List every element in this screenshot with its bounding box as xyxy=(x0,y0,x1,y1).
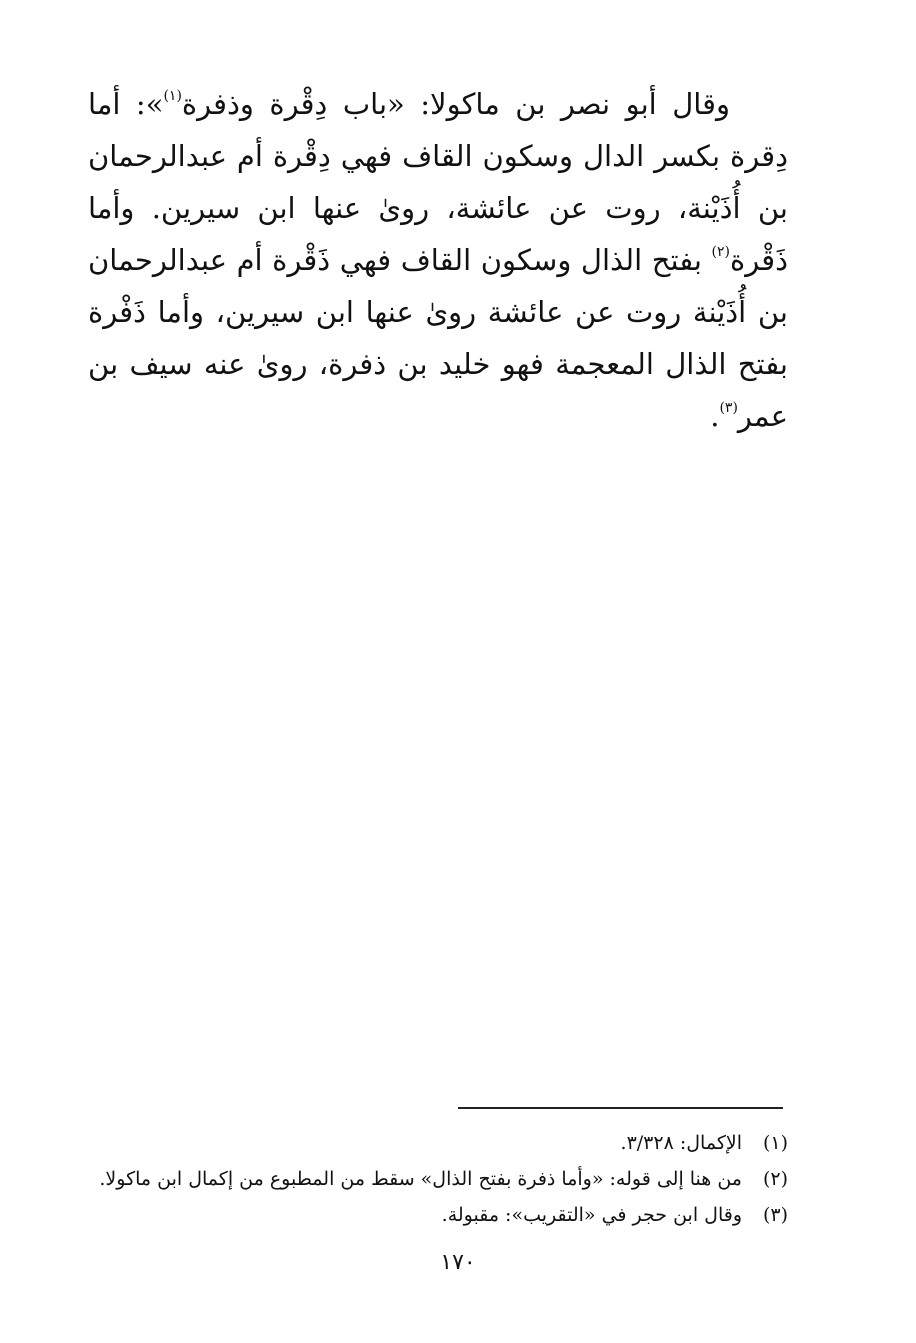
footnote-separator xyxy=(458,1107,783,1109)
text-segment-1: وقال أبو نصر بن ماكولا: «باب دِقْرة وذفرة xyxy=(181,87,730,121)
footnote-1 xyxy=(100,1125,788,1161)
footnote-2 xyxy=(100,1161,788,1197)
text-segment-2: »: أما دِقرة بكسر الدال وسكون القاف فهي دِقْرة أم عبدالرحمان بن أُذَيْنة، روت عن عائشة، روىٰ عنها ابن سيرين. وأما ذَقْرة xyxy=(88,87,788,277)
footnote-text: الإكمال: ٣/٣٢٨. xyxy=(620,1132,742,1154)
footnote-text: من هنا إلى قوله: «وأما ذفرة بفتح الذال» سقط من المطبوع من إكمال ابن ماكولا. xyxy=(99,1168,742,1190)
paragraph xyxy=(88,78,788,442)
footnote-number: (٢) xyxy=(762,1168,788,1190)
footnotes xyxy=(100,1125,788,1233)
page-number: ١٧٠ xyxy=(440,1250,476,1275)
footnote-ref-2: (٢) xyxy=(711,244,731,260)
main-paragraph xyxy=(88,78,788,442)
footnote-text: وقال ابن حجر في «التقريب»: مقبولة. xyxy=(441,1204,742,1226)
footnote-number: (١) xyxy=(762,1132,788,1154)
footnote-3 xyxy=(100,1197,788,1233)
text-segment-3: بفتح الذال وسكون القاف فهي ذَقْرة أم عبدالرحمان بن أُذَيْنة روت عن عائشة روىٰ عنها ابن سيرين، وأما ذَفْرة بفتح الذال المعجمة فهو خليد بن ذفرة، روىٰ عنه سيف بن عمر xyxy=(88,243,788,433)
footnote-ref-3: (٣) xyxy=(719,400,738,416)
footnote-number: (٣) xyxy=(762,1204,788,1226)
footnote-ref-1: (١) xyxy=(163,88,182,104)
text-segment-4: . xyxy=(710,399,720,433)
